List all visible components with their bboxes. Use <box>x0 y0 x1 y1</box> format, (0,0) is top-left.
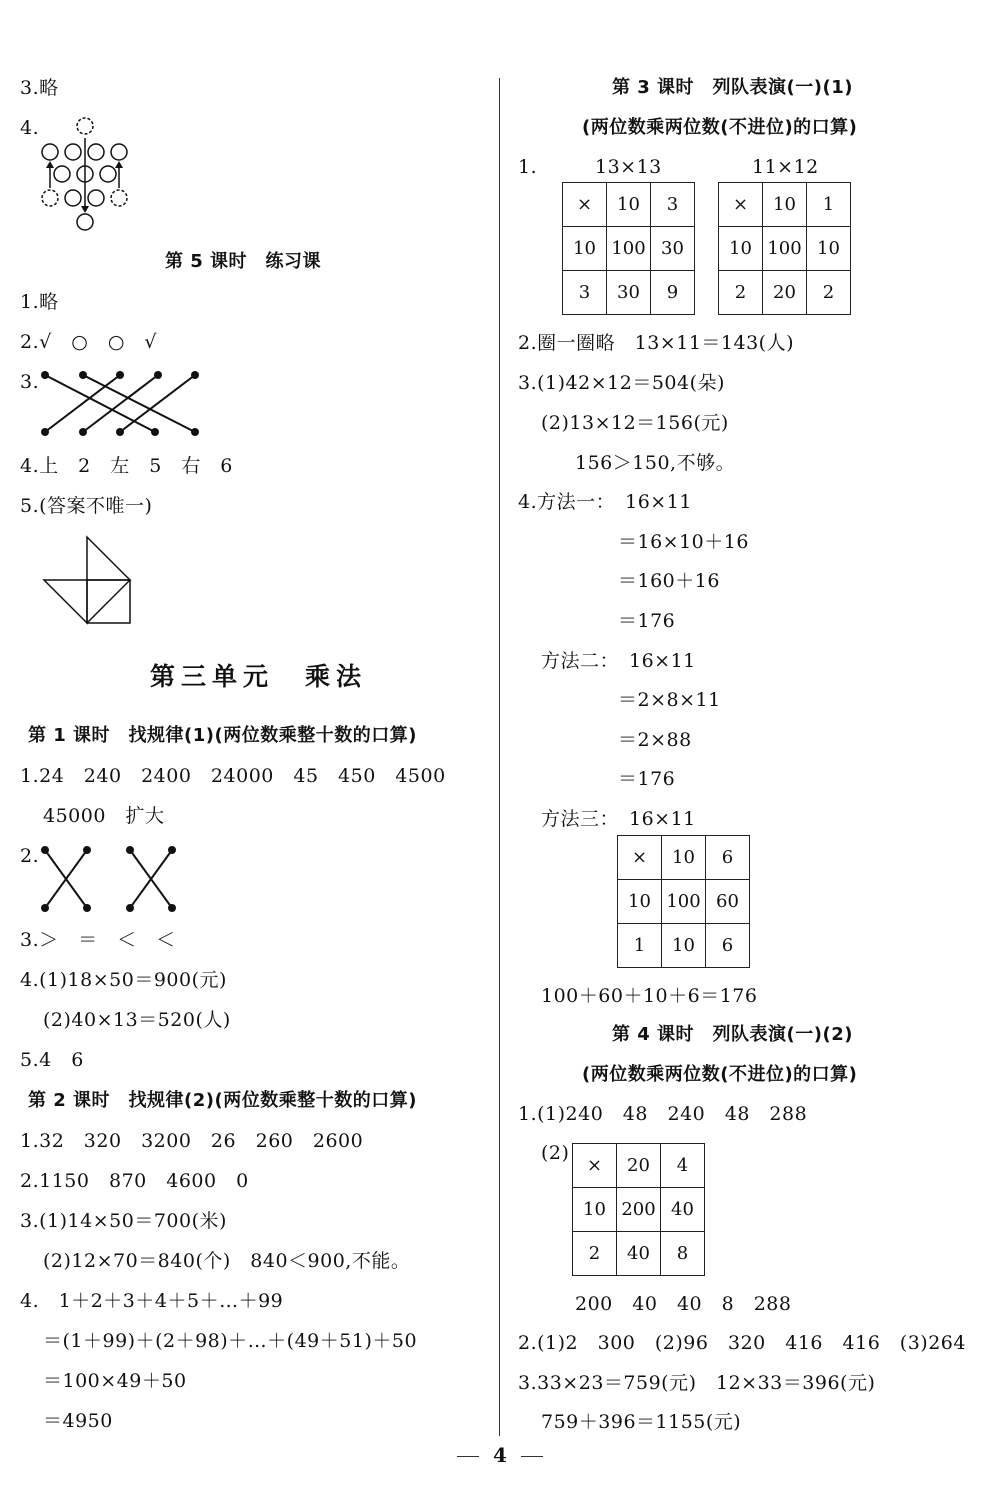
lesson-heading: 第 1 课时 找规律(1)(两位数乘整十数的口算) <box>28 725 417 746</box>
grid-row <box>719 271 851 315</box>
answer-line: 3.＞ ＝ ＜ ＜ <box>20 929 176 951</box>
grid-row <box>563 271 695 315</box>
circle <box>42 144 58 160</box>
grid-row <box>719 227 851 271</box>
grid-cell: 100 <box>662 880 706 924</box>
dashed-circle <box>42 190 58 206</box>
grid-row <box>618 880 750 924</box>
answer-line: ＝(1＋99)＋(2＋98)＋…＋(49＋51)＋50 <box>43 1330 418 1352</box>
grid-cell: 10 <box>607 183 651 227</box>
answer-line: 2.(1)2 300 (2)96 320 416 416 (3)264 <box>518 1332 966 1354</box>
grid-cell: 6 <box>706 924 750 968</box>
answer-line: ＝176 <box>618 768 676 790</box>
answer-line: 100＋60＋10＋6＝176 <box>541 985 758 1007</box>
answer-line: 4.上 2 左 5 右 6 <box>20 455 233 477</box>
dashed-circle <box>77 118 93 134</box>
answer-line: 4.方法一： 16×11 <box>518 491 692 513</box>
unit-title: 第三单元 乘法 <box>150 662 368 691</box>
grid-cell: 40 <box>661 1188 705 1232</box>
grid-cell: 4 <box>661 1144 705 1188</box>
answer-line: 2. <box>20 845 40 867</box>
grid-cell: 10 <box>618 880 662 924</box>
answer-line: 1.略 <box>20 291 59 313</box>
grid-cell: 10 <box>563 227 607 271</box>
lesson-subheading: (两位数乘两位数(不进位)的口算) <box>582 117 858 138</box>
answer-line: ＝2×88 <box>618 729 692 751</box>
grid-cell: 10 <box>807 227 851 271</box>
grid-cell: 2 <box>719 271 763 315</box>
grid-row <box>573 1144 705 1188</box>
arrow-head <box>46 161 54 168</box>
circle <box>65 190 81 206</box>
grid-cell: × <box>563 183 607 227</box>
answer-line: 2.圈一圈略 13×11＝143(人) <box>518 332 794 354</box>
grid-cell: 60 <box>706 880 750 924</box>
answer-line: ＝2×8×11 <box>618 689 721 711</box>
grid-cell: 30 <box>651 227 695 271</box>
grid-cell: 2 <box>573 1232 617 1276</box>
cross-matching-figure <box>40 845 180 913</box>
multiplication-grid-11x12 <box>718 182 851 315</box>
answer-line: 1.32 320 3200 26 260 2600 <box>20 1130 364 1152</box>
answer-line: 200 40 40 8 288 <box>575 1293 792 1315</box>
answer-line: 3.33×23＝759(元) 12×33＝396(元) <box>518 1372 876 1394</box>
grid-cell: × <box>618 836 662 880</box>
grid-cell: × <box>573 1144 617 1188</box>
answer-line: 3. <box>20 371 40 393</box>
arrow-head <box>115 161 123 168</box>
grid-cell: 1 <box>807 183 851 227</box>
grid-cell: 20 <box>617 1144 661 1188</box>
lesson-heading: 第 5 课时 练习课 <box>165 251 322 272</box>
grid-row <box>573 1188 705 1232</box>
circle <box>54 166 70 182</box>
grid-row <box>563 227 695 271</box>
grid-cell: 100 <box>763 227 807 271</box>
grid-cell: 10 <box>719 227 763 271</box>
circle <box>65 144 81 160</box>
answer-line: 4.(1)18×50＝900(元) <box>20 969 227 991</box>
grid-row <box>618 836 750 880</box>
multiplication-grid-16x11 <box>617 835 750 968</box>
answer-line: (2)12×70＝840(个) 840＜900,不能。 <box>43 1250 411 1272</box>
answer-line: 759＋396＝1155(元) <box>541 1411 742 1433</box>
answer-line: 1. <box>518 156 538 178</box>
page-number-value: 4 <box>493 1443 507 1467</box>
answer-line: ＝160＋16 <box>618 570 720 592</box>
line-matching-figure <box>40 370 205 440</box>
page-number <box>0 1443 1000 1467</box>
answer-line: 方法二： 16×11 <box>541 650 696 672</box>
tangram-figure <box>40 535 135 630</box>
grid-row <box>563 183 695 227</box>
circle <box>77 214 93 230</box>
multiplication-grid-13x13 <box>562 182 695 315</box>
multiplication-grid-24x12 <box>572 1143 705 1276</box>
arrow-head <box>81 206 89 213</box>
grid-cell: 1 <box>618 924 662 968</box>
answer-line: ＝4950 <box>43 1410 113 1432</box>
answer-line: ＝16×10＋16 <box>618 531 749 553</box>
lesson-heading: 第 2 课时 找规律(2)(两位数乘整十数的口算) <box>28 1090 417 1111</box>
grid-row <box>618 924 750 968</box>
grid-cell: 40 <box>617 1232 661 1276</box>
answer-line: 4. 1＋2＋3＋4＋5＋…＋99 <box>20 1290 284 1312</box>
column-divider <box>499 78 500 1436</box>
grid-cell: 10 <box>763 183 807 227</box>
grid-cell: 30 <box>607 271 651 315</box>
answer-line: (2)40×13＝520(人) <box>43 1009 231 1031</box>
answer-line: 1.(1)240 48 240 48 288 <box>518 1103 808 1125</box>
grid-cell: 10 <box>662 836 706 880</box>
answer-line: 4. <box>20 117 40 139</box>
answer-line: 156＞150,不够。 <box>575 452 736 474</box>
answer-line: 45000 扩大 <box>43 805 165 827</box>
grid-row <box>573 1232 705 1276</box>
answer-line: 方法三： 16×11 <box>541 808 696 830</box>
answer-line: (2) <box>541 1142 570 1164</box>
circle <box>100 166 116 182</box>
grid-cell: 6 <box>706 836 750 880</box>
lesson-heading: 第 4 课时 列队表演(一)(2) <box>612 1024 853 1045</box>
lesson-heading: 第 3 课时 列队表演(一)(1) <box>612 77 853 98</box>
grid-cell: 100 <box>607 227 651 271</box>
circle-arrangement-figure <box>40 116 135 236</box>
answer-line: 3.(1)14×50＝700(米) <box>20 1210 227 1232</box>
answer-line: 3.略 <box>20 77 59 99</box>
answer-line: 2.√ ○ ○ √ <box>20 331 157 353</box>
answer-line: (2)13×12＝156(元) <box>541 412 729 434</box>
answer-line: 5.4 6 <box>20 1049 84 1071</box>
answer-line: 1.24 240 2400 24000 45 450 4500 <box>20 765 446 787</box>
grid-row <box>719 183 851 227</box>
answer-line: ＝176 <box>618 610 676 632</box>
circle <box>88 190 104 206</box>
answer-line: 2.1150 870 4600 0 <box>20 1170 249 1192</box>
circle <box>88 144 104 160</box>
grid-cell: 20 <box>763 271 807 315</box>
lesson-subheading: (两位数乘两位数(不进位)的口算) <box>582 1064 858 1085</box>
grid-cell: 3 <box>563 271 607 315</box>
grid-cell: × <box>719 183 763 227</box>
answer-line: 3.(1)42×12＝504(朵) <box>518 372 725 394</box>
grid-cell: 200 <box>617 1188 661 1232</box>
circle <box>111 144 127 160</box>
dashed-circle <box>111 190 127 206</box>
grid-cell: 2 <box>807 271 851 315</box>
grid-cell: 9 <box>651 271 695 315</box>
grid-cell: 3 <box>651 183 695 227</box>
grid-cell: 10 <box>662 924 706 968</box>
grid-cell: 8 <box>661 1232 705 1276</box>
answer-line: 5.(答案不唯一) <box>20 495 153 517</box>
answer-line: ＝100×49＋50 <box>43 1370 187 1392</box>
expression: 11×12 <box>752 156 819 178</box>
grid-cell: 10 <box>573 1188 617 1232</box>
expression: 13×13 <box>595 156 662 178</box>
